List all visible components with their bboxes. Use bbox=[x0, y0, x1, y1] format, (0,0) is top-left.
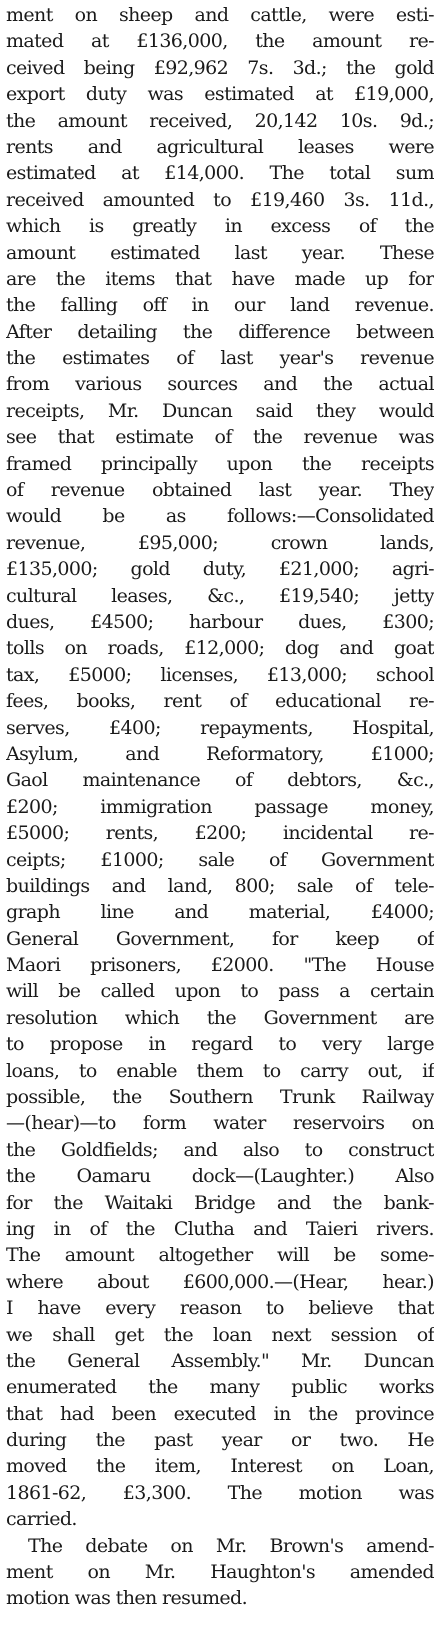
article-text-line: 1861-62, £3,300. The motion was bbox=[6, 1481, 434, 1504]
article-text-line: The debate on Mr. Brown's amend- bbox=[28, 1534, 434, 1557]
article-text-line: mated at £136,000, the amount re- bbox=[6, 30, 434, 53]
article-text-line: ceived being £92,962 7s. 3d.; the gold bbox=[6, 56, 434, 79]
article-text-line: Gaol maintenance of debtors, &c., bbox=[6, 769, 434, 792]
article-text-line: carried. bbox=[6, 1508, 77, 1531]
article-text-line: of revenue obtained last year. They bbox=[6, 479, 434, 502]
article-text-line: we shall get the loan next session of bbox=[6, 1323, 434, 1346]
article-text-line: export duty was estimated at £19,000, bbox=[6, 83, 434, 106]
article-text-line: graph line and material, £4000; bbox=[6, 901, 434, 924]
article-text-line: ment on Mr. Haughton's amended bbox=[6, 1561, 434, 1584]
article-text-line: the Oamaru dock—(Laughter.) Also bbox=[6, 1165, 434, 1188]
article-text-line: which is greatly in excess of the bbox=[6, 215, 434, 238]
article-text-line: ment on sheep and cattle, were esti- bbox=[6, 4, 434, 26]
article-text-line: see that estimate of the revenue was bbox=[6, 426, 434, 449]
article-text-line: fees, books, rent of educational re- bbox=[6, 690, 434, 713]
article-text-line: £200; immigration passage money, bbox=[6, 795, 434, 818]
article-text-line: ceipts; £1000; sale of Government bbox=[6, 848, 434, 871]
article-text-line: during the past year or two. He bbox=[6, 1429, 434, 1452]
article-text-line: buildings and land, 800; sale of tele- bbox=[6, 874, 434, 897]
article-text-line: loans, to enable them to carry out, if bbox=[6, 1059, 434, 1082]
article-text-line: moved the item, Interest on Loan, bbox=[6, 1455, 434, 1478]
article-text-line: will be called upon to pass a certain bbox=[6, 980, 434, 1003]
article-text-line: motion was then resumed. bbox=[6, 1587, 248, 1610]
article-text-line: —(hear)—to form water reservoirs on bbox=[6, 1112, 434, 1135]
article-text-line: are the items that have made up for bbox=[6, 267, 434, 290]
article-text-line: enumerated the many public works bbox=[6, 1376, 434, 1399]
article-text-line: to propose in regard to very large bbox=[6, 1033, 434, 1056]
article-text-line: ing in of the Clutha and Taieri rivers. bbox=[6, 1217, 434, 1240]
article-text-line: tax, £5000; licenses, £13,000; school bbox=[6, 663, 434, 686]
article-text-line: revenue, £95,000; crown lands, bbox=[6, 531, 434, 554]
article-text-line: from various sources and the actual bbox=[6, 373, 434, 396]
article-column bbox=[6, 2, 434, 1612]
article-text-line: £5000; rents, £200; incidental re- bbox=[6, 822, 434, 845]
article-text-line: tolls on roads, £12,000; dog and goat bbox=[6, 637, 434, 660]
article-text-line: cultural leases, &c., £19,540; jetty bbox=[6, 584, 434, 607]
article-text-line: The amount altogether will be some- bbox=[6, 1244, 434, 1267]
article-text-line: where about £600,000.—(Hear, hear.) bbox=[6, 1270, 434, 1293]
article-text-line: dues, £4500; harbour dues, £300; bbox=[6, 610, 434, 633]
article-text-line: the General Assembly." Mr. Duncan bbox=[6, 1349, 434, 1372]
article-text-line: the Goldfields; and also to construct bbox=[6, 1138, 434, 1161]
article-text-line: Maori prisoners, £2000. "The House bbox=[6, 954, 434, 977]
article-text-line: possible, the Southern Trunk Railway bbox=[6, 1086, 434, 1109]
article-text-line: General Government, for keep of bbox=[6, 927, 434, 950]
article-text-line: that had been executed in the province bbox=[6, 1402, 434, 1425]
article-text-line: the falling off in our land revenue. bbox=[6, 294, 434, 317]
article-text-line: resolution which the Government are bbox=[6, 1006, 434, 1029]
article-text-line: for the Waitaki Bridge and the bank- bbox=[6, 1191, 434, 1214]
article-text-line: receipts, Mr. Duncan said they would bbox=[6, 399, 434, 422]
article-text-line: estimated at £14,000. The total sum bbox=[6, 162, 434, 185]
article-text-line: amount estimated last year. These bbox=[6, 241, 434, 264]
article-text-line: I have every reason to believe that bbox=[6, 1297, 434, 1320]
article-text-line: would be as follows:—Consolidated bbox=[6, 505, 434, 528]
article-text-line: the estimates of last year's revenue bbox=[6, 347, 434, 370]
article-text-line: serves, £400; repayments, Hospital, bbox=[6, 716, 434, 739]
article-text-line: Asylum, and Reformatory, £1000; bbox=[6, 742, 434, 765]
article-text-line: After detailing the difference between bbox=[6, 320, 434, 343]
article-text-line: framed principally upon the receipts bbox=[6, 452, 434, 475]
article-text-line: £135,000; gold duty, £21,000; agri- bbox=[6, 558, 434, 581]
article-text-line: rents and agricultural leases were bbox=[6, 135, 434, 158]
article-text-line: the amount received, 20,142 10s. 9d.; bbox=[6, 109, 434, 132]
article-text-line: received amounted to £19,460 3s. 11d., bbox=[6, 188, 434, 211]
